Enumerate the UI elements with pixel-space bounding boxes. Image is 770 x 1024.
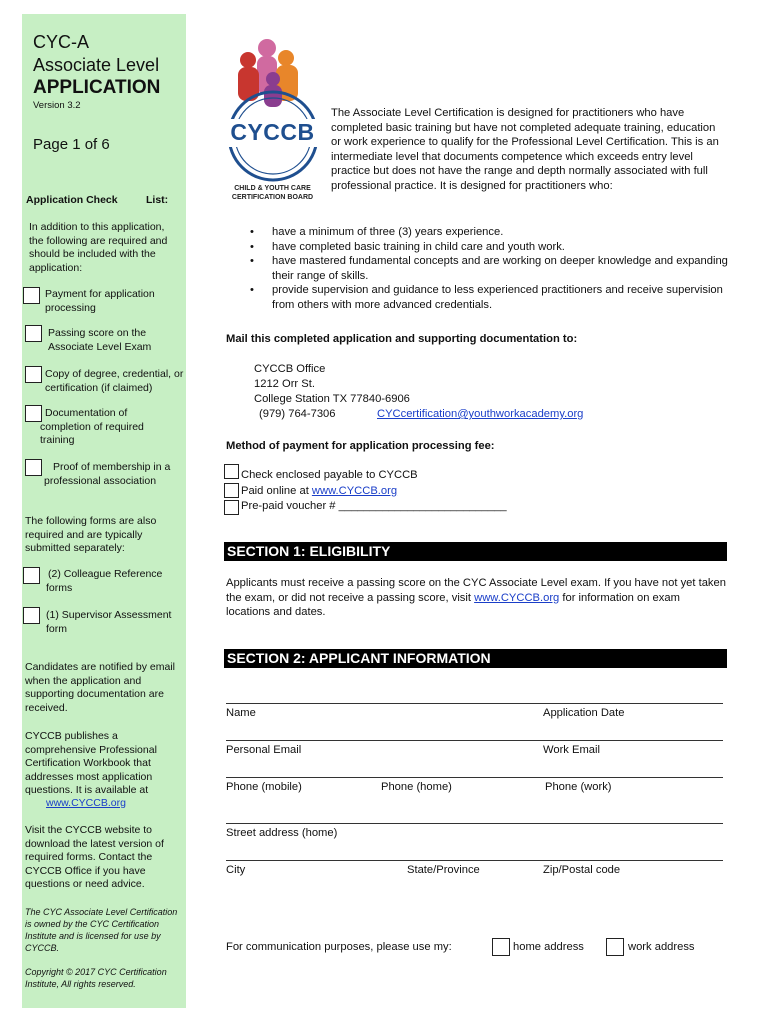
payment-check-label: Check enclosed payable to CYCCB [241, 469, 418, 481]
mail-heading: Mail this completed application and supporting documentation to: [226, 333, 578, 345]
intro-bullet-text: have a minimum of three (3) years experience. [272, 226, 504, 238]
mail-phone: (979) 764-7306 [259, 408, 336, 420]
payment-online-label [241, 484, 397, 499]
phone-mobile-label: Phone (mobile) [226, 781, 302, 793]
checklist-item-membership: Proof of membership in a professional association [44, 461, 171, 487]
checklist-heading: Application Check [26, 194, 118, 206]
visit-text: Visit the CYCCB website to download the latest version of required forms. Contact the CYCCB Office if you have questions or need advice. [25, 824, 164, 890]
logo-line2: CERTIFICATION BOARD [231, 194, 314, 201]
ownership-note: The CYC Associate Level Certification is owned by the CYC Certification Institute and is licensed for use by CYCCB. [25, 907, 178, 953]
application-date-label: Application Date [543, 707, 625, 719]
home-address-label: home address [513, 941, 584, 953]
forms-item-colleague: (2) Colleague Reference forms [46, 568, 163, 594]
notification-text: Candidates are notified by email when the application and supporting documentation are received. [25, 661, 176, 714]
checklist-heading-tail: List: [146, 194, 169, 206]
email-field-line[interactable] [226, 740, 723, 741]
street-field-line[interactable] [226, 823, 723, 824]
zip-label: Zip/Postal code [543, 864, 621, 876]
workbook-link[interactable]: www.CYCCB.org [46, 797, 126, 809]
version-label: Version 3.2 [33, 100, 81, 111]
section1-text-before: Applicants must receive a passing score on the CYC Associate Level exam. If you have not yet taken the exam, or did not receive a passing score, visit [226, 577, 726, 604]
sidebar-title-line1: CYC-A [33, 32, 90, 52]
checklist-checkbox-payment[interactable] [23, 287, 40, 304]
name-label: Name [226, 707, 256, 719]
intro-bullet [228, 283, 728, 312]
work-address-label: work address [628, 941, 695, 953]
work-email-label: Work Email [543, 744, 600, 756]
city-label: City [226, 864, 246, 876]
payment-online-link[interactable]: www.CYCCB.org [311, 485, 398, 497]
forms-checkbox-supervisor[interactable] [23, 607, 40, 624]
checklist-item-degree: Copy of degree, credential, or certification (if claimed) [45, 368, 184, 394]
payment-online-checkbox[interactable] [224, 483, 239, 498]
checklist-checkbox-exam[interactable] [25, 325, 42, 342]
checklist-item-training: Documentation of completion of required training [40, 407, 144, 446]
intro-bullet [228, 254, 728, 283]
copyright-note: Copyright © 2017 CYC Certification Institute, All rights reserved. [25, 967, 167, 989]
section1-link[interactable]: www.CYCCB.org [474, 591, 560, 604]
intro-bullet [228, 240, 728, 255]
payment-voucher-label: Pre-paid voucher # ___________________________ [241, 500, 507, 512]
checklist-checkbox-degree[interactable] [25, 366, 42, 383]
intro-bullet-text: have mastered fundamental concepts and are working on deeper knowledge and expanding their range of skills. [272, 255, 728, 282]
intro-bullet-list [228, 225, 728, 313]
intro-bullet [228, 225, 728, 240]
intro-bullet-text: provide supervision and guidance to less experienced practitioners and receive supervision from others with more advanced credentials. [272, 284, 723, 311]
home-address-checkbox[interactable] [492, 938, 510, 956]
sidebar-title-line2: Associate Level [33, 55, 160, 75]
phone-work-label: Phone (work) [545, 781, 612, 793]
forms-intro: The following forms are also required and are typically submitted separately: [25, 515, 157, 554]
phone-field-line[interactable] [226, 777, 723, 778]
forms-checkbox-colleague[interactable] [23, 567, 40, 584]
mail-street: 1212 Orr St. [254, 378, 315, 390]
city-field-line[interactable] [226, 860, 723, 861]
section1-text [226, 576, 726, 620]
street-label: Street address (home) [226, 827, 338, 839]
phone-home-label: Phone (home) [381, 781, 452, 793]
payment-online-text: Paid online at [241, 485, 312, 497]
cyccb-logo [215, 36, 330, 208]
checklist-item-payment: Payment for application processing [45, 288, 155, 314]
forms-item-supervisor: (1) Supervisor Assessment form [46, 609, 172, 635]
logo-acronym: CYCCB [230, 119, 315, 145]
checklist-intro: In addition to this application, the following are required and should be included with the application: [29, 221, 168, 274]
checklist-checkbox-membership[interactable] [25, 459, 42, 476]
section1-text-after: for information on exam locations and dates. [226, 591, 680, 619]
personal-email-label: Personal Email [226, 744, 302, 756]
payment-heading: Method of payment for application processing fee: [226, 440, 495, 452]
page-number: Page 1 of 6 [33, 136, 110, 153]
checklist-item-exam: Passing score on the Associate Level Exam [48, 327, 152, 353]
logo-line1: CHILD & YOUTH CARE [234, 185, 311, 192]
payment-voucher-checkbox[interactable] [224, 500, 239, 515]
sidebar-title-line3: APPLICATION [33, 77, 161, 98]
section1-title: SECTION 1: ELIGIBILITY [224, 542, 727, 561]
intro-bullet-text: have completed basic training in child care and youth work. [272, 240, 565, 253]
intro-paragraph: The Associate Level Certification is designed for practitioners who have completed basic training but have not completed adequate training, education or work experience to qualify for the Professional Level Certification. This is an intermediate level that documents competence which exceeds entry level practice but does not have the range and depth normally associated with full professional practice. It is designed for practitioners who: [331, 107, 719, 192]
name-field-line[interactable] [226, 703, 723, 704]
mail-email-link[interactable]: CYCcertification@youthworkacademy.org [377, 408, 584, 420]
section2-title: SECTION 2: APPLICANT INFORMATION [224, 649, 727, 668]
mail-office: CYCCB Office [254, 363, 326, 375]
workbook-text: CYCCB publishes a comprehensive Professional Certification Workbook that addresses most application questions. It is available at [25, 730, 157, 796]
communication-prompt: For communication purposes, please use my: [226, 941, 452, 953]
mail-city: College Station TX 77840-6906 [254, 393, 410, 405]
state-label: State/Province [407, 864, 480, 876]
work-address-checkbox[interactable] [606, 938, 624, 956]
payment-check-checkbox[interactable] [224, 464, 239, 479]
